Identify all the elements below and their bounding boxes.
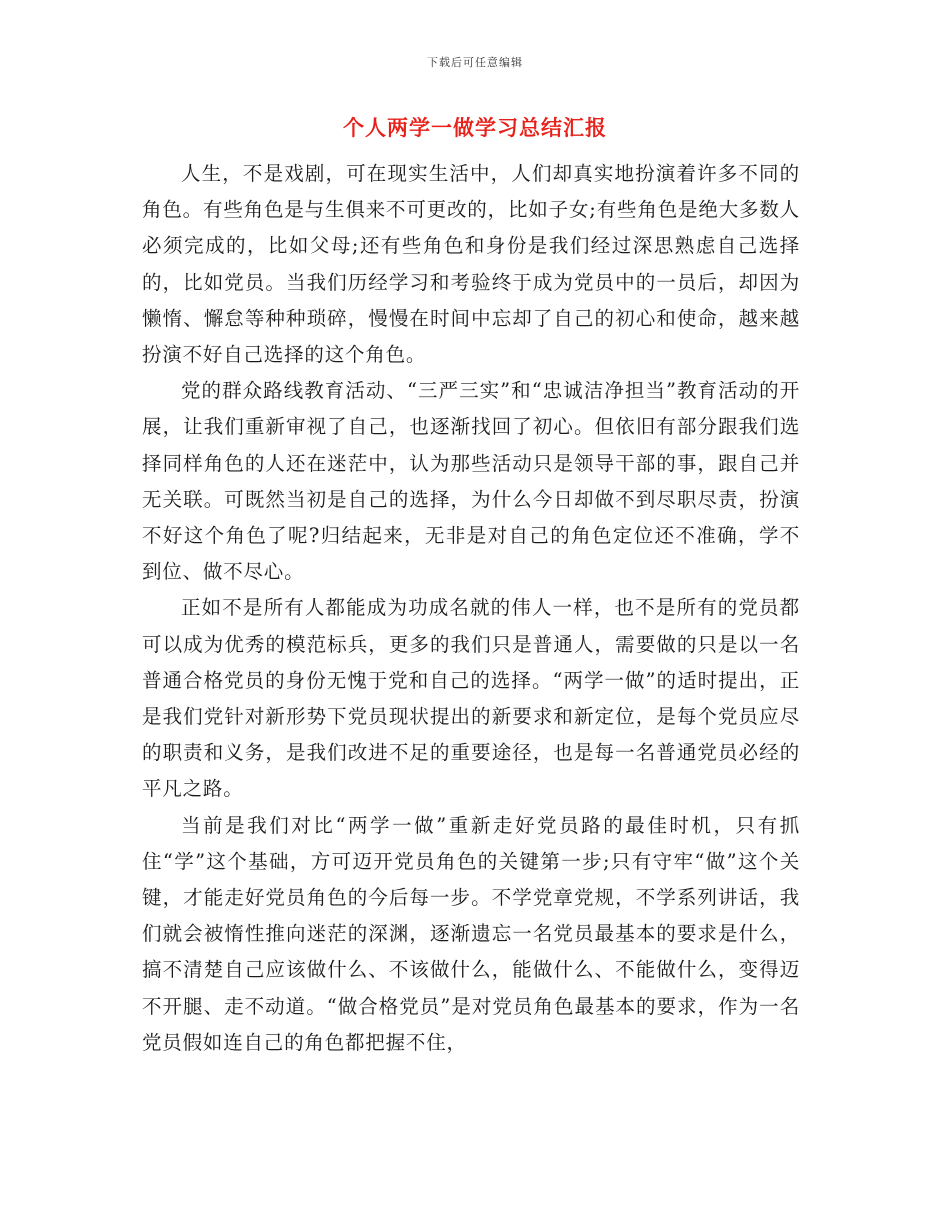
document-title: 个人两学一做学习总结汇报	[343, 115, 607, 140]
paragraph-3: 正如不是所有人都能成为功成名就的伟人一样，也不是所有的党员都可以成为优秀的模范标兵，更多的我们只是普通人，需要做的只是以一名普通合格党员的身份无愧于党和自己的选择。“两学一做”的适时提出，正是我们党针对新形势下党员现状提出的新要求和新定位，是每个党员应尽的职责和义务，是我们改进不足的重要途径，也是每一名普通党员必经的平凡之路。	[142, 596, 800, 801]
paragraph-2: 党的群众路线教育活动、“三严三实”和“忠诚洁净担当”教育活动的开展，让我们重新审视了自己，也逐渐找回了初心。但依旧有部分跟我们选择同样角色的人还在迷茫中，认为那些活动只是领导干部的事，跟自己并无关联。可既然当初是自己的选择，为什么今日却做不到尽职尽责，扮演不好这个角色了呢?归结起来，无非是对自己的角色定位还不准确，学不到位、做不尽心。	[142, 379, 800, 584]
header-note: 下载后可任意编辑	[427, 56, 523, 69]
paragraph-1: 人生，不是戏剧，可在现实生活中，人们却真实地扮演着许多不同的角色。有些角色是与生俱来不可更改的，比如子女;有些角色是绝大多数人必须完成的，比如父母;还有些角色和身份是我们经过深思熟虑自己选择的，比如党员。当我们历经学习和考验终于成为党员中的一员后，却因为懒惰、懈怠等种种琐碎，慢慢在时间中忘却了自己的初心和使命，越来越扮演不好自己选择的这个角色。	[142, 162, 800, 367]
document-body	[142, 156, 800, 1061]
paragraph-4: 当前是我们对比“两学一做”重新走好党员路的最佳时机，只有抓住“学”这个基础，方可迈开党员角色的关键第一步;只有守牢“做”这个关键，才能走好党员角色的今后每一步。不学党章党规，不学系列讲话，我们就会被惰性推向迷茫的深渊，逐渐遗忘一名党员最基本的要求是什么，搞不清楚自己应该做什么、不该做什么，能做什么、不能做什么，变得迈不开腿、走不动道。“做合格党员”是对党员角色最基本的要求，作为一名党员假如连自己的角色都把握不住，	[142, 813, 800, 1054]
